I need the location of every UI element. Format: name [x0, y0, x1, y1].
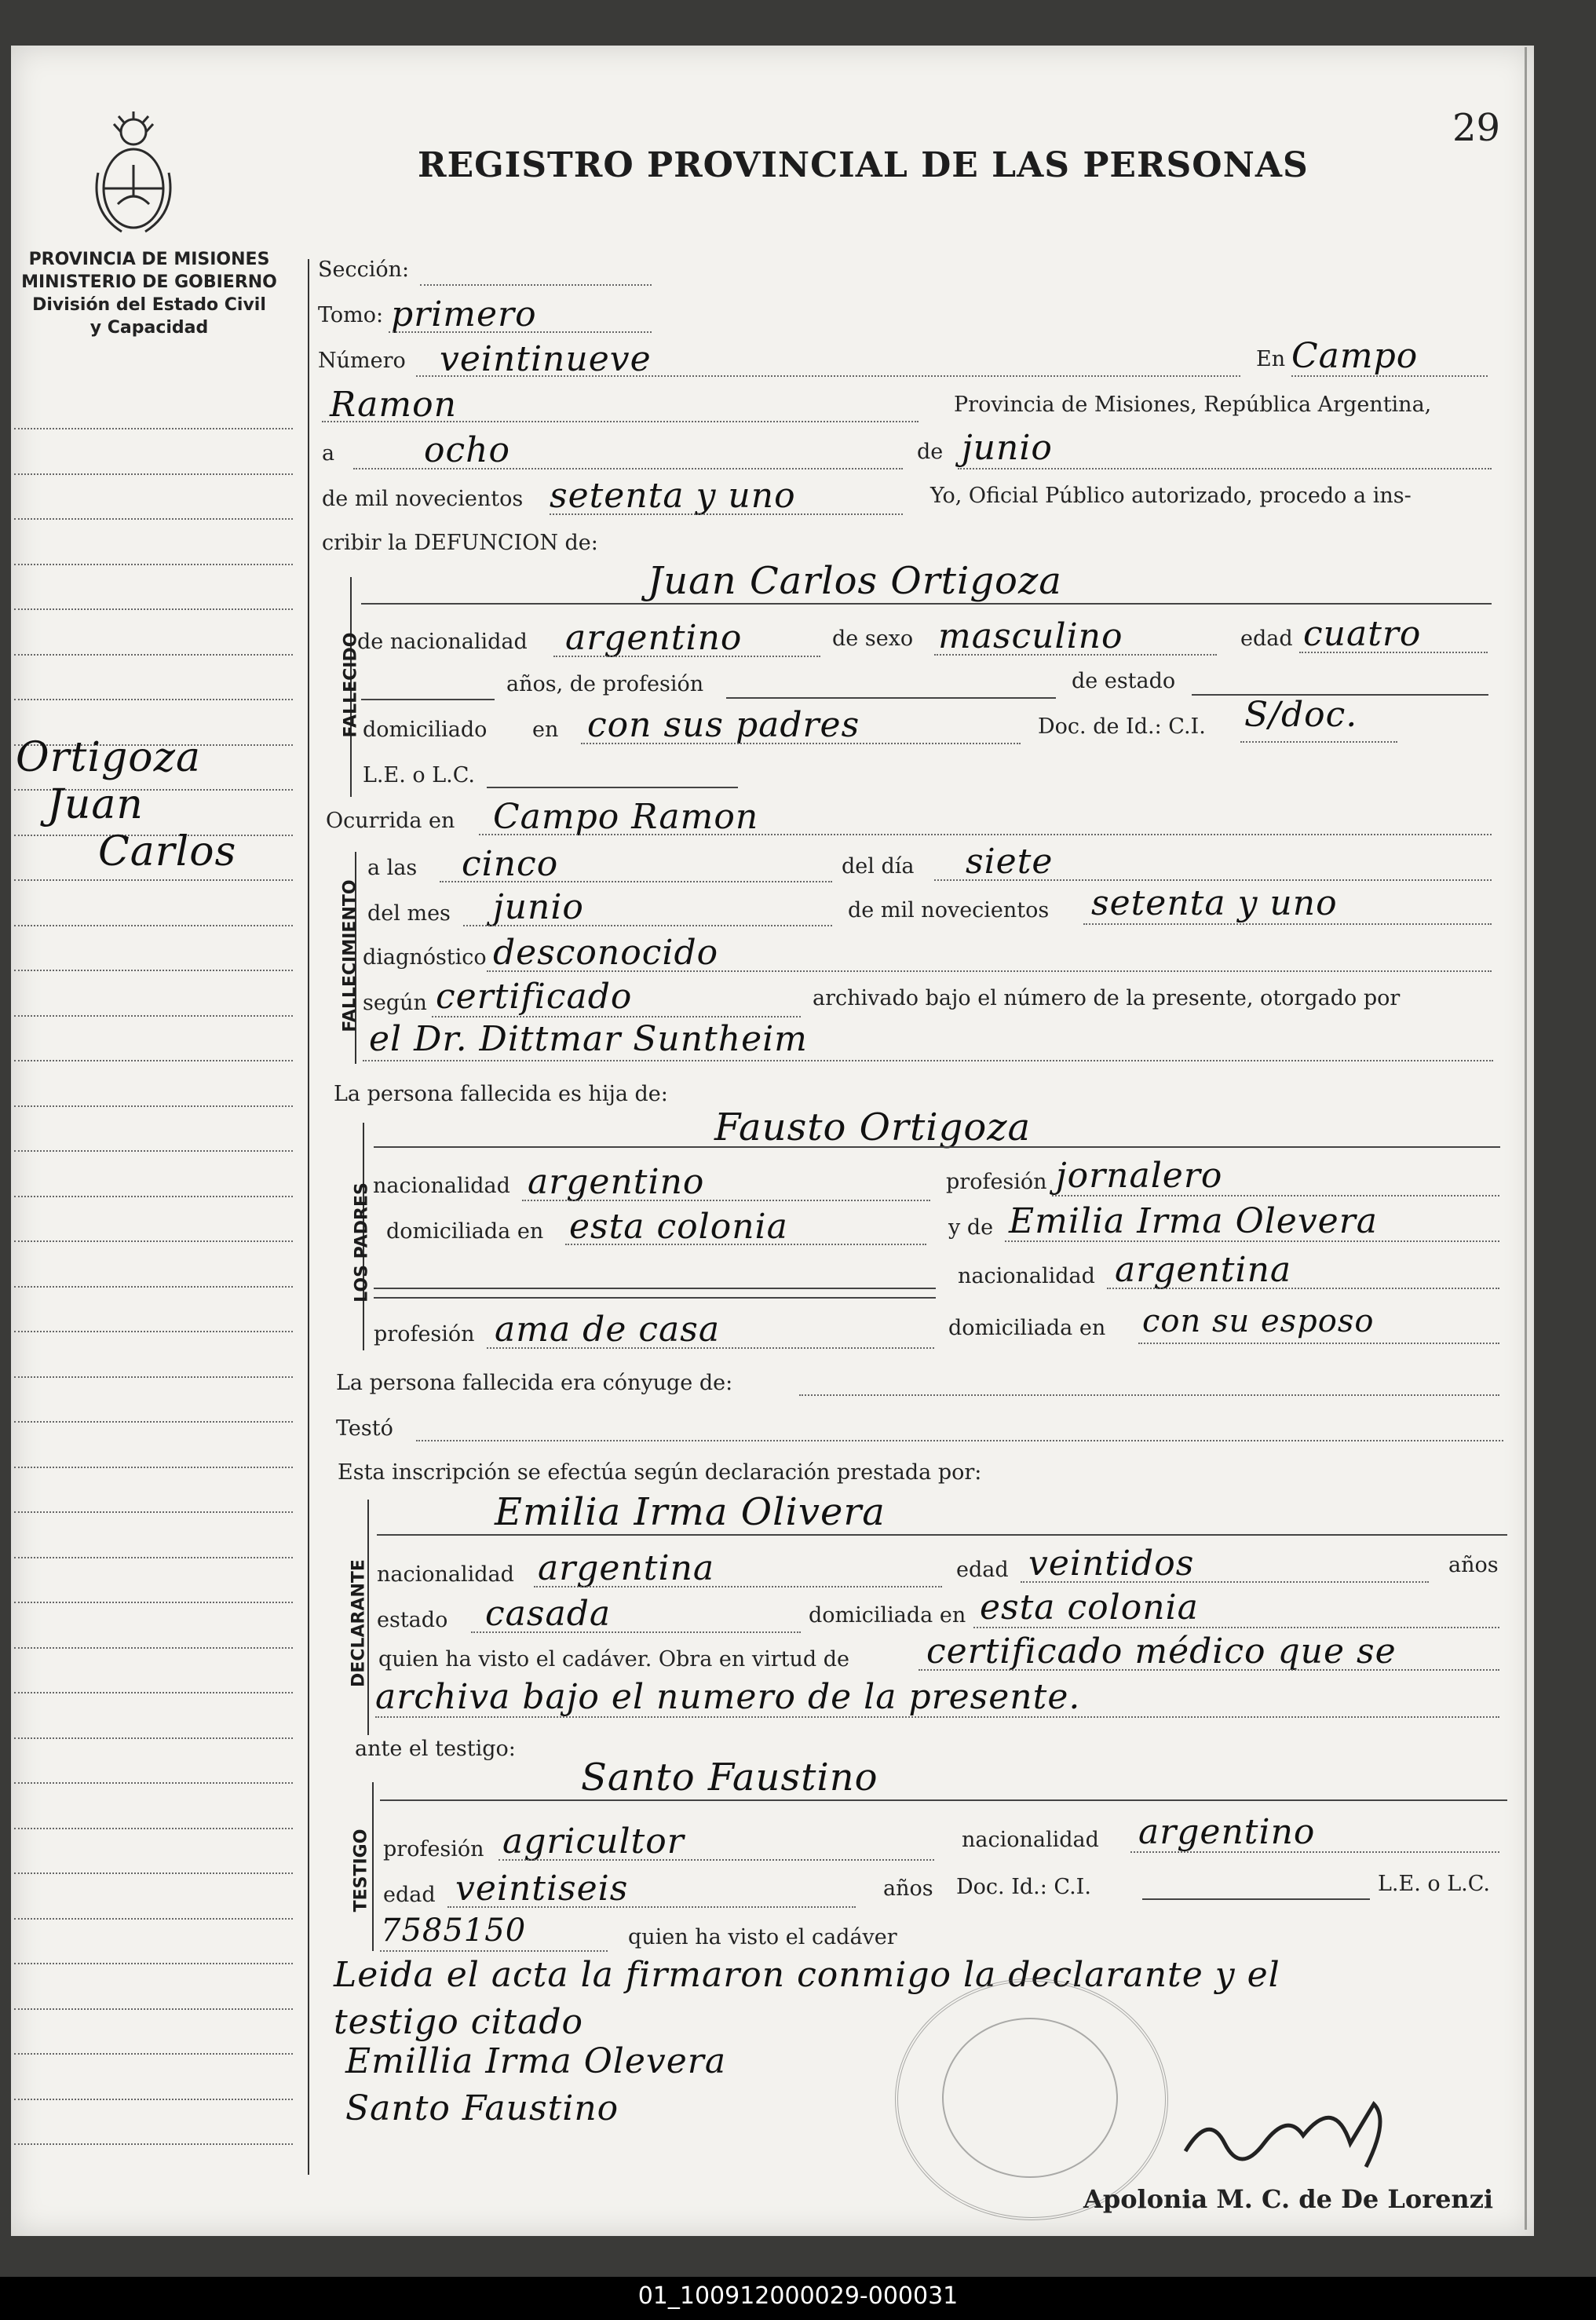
fall-year-value: setenta y uno — [1091, 883, 1338, 923]
mother-nacionalidad-label: nacionalidad — [958, 1264, 1095, 1288]
issuer-line-1: PROVINCIA DE MISIONES — [28, 250, 270, 269]
le-blank — [487, 787, 738, 788]
cribir-text: cribir la DEFUNCION de: — [322, 531, 598, 555]
del-dia-value: siete — [966, 842, 1054, 882]
margin-line — [14, 518, 293, 520]
de-label: de — [917, 440, 944, 464]
margin-line — [14, 925, 293, 926]
form-left-border — [308, 259, 309, 2175]
diag-label: diagnóstico — [363, 945, 487, 970]
declarante-estado: casada — [485, 1594, 612, 1634]
edad-value: cuatro — [1303, 614, 1422, 654]
issuer-block — [12, 250, 287, 338]
mother-profesion: ama de casa — [495, 1310, 721, 1350]
declaracion-intro: Esta inscripción se efectúa según declaración prestada por: — [338, 1460, 982, 1485]
margin-line — [14, 970, 293, 971]
father-profesion: jornalero — [1056, 1156, 1223, 1196]
fallecido-side-label: FALLECIDO — [341, 632, 361, 738]
testigo-profesion: agricultor — [502, 1821, 685, 1861]
a-las-label: a las — [367, 856, 418, 880]
month-value: junio — [962, 428, 1053, 468]
margin-line — [14, 1782, 293, 1784]
del-mes-label: del mes — [367, 901, 451, 926]
declarante-visto-line-2 — [375, 1716, 1499, 1718]
estado-label: de estado — [1072, 669, 1176, 693]
domiciliado-en-label: en — [532, 718, 559, 742]
yo-text: Yo, Oficial Público autorizado, procedo a ins- — [930, 484, 1412, 508]
padres-intro: La persona fallecida es hija de: — [334, 1082, 668, 1106]
fallecido-name-line — [361, 603, 1492, 605]
official-stamp-inner — [942, 2018, 1118, 2178]
fallecimiento-side-label: FALLECIMIENTO — [340, 879, 360, 1032]
numero-line — [416, 375, 1240, 377]
y-de-label: y de — [948, 1215, 994, 1240]
father-domicilio: esta colonia — [569, 1207, 788, 1247]
numero-label: Número — [318, 349, 406, 373]
closing-line-1: Leida el acta la firmaron conmigo la declarante y el — [334, 1955, 1280, 1995]
declarante-domicilio-line — [973, 1627, 1499, 1628]
margin-line — [14, 1015, 293, 1017]
mother-nacionalidad-line — [1107, 1288, 1499, 1289]
margin-line — [14, 1918, 293, 1920]
del-mes-value: junio — [493, 887, 584, 927]
margin-line — [14, 1692, 293, 1693]
declarante-domicilio: esta colonia — [980, 1587, 1199, 1628]
father-profesion-label: profesión — [946, 1170, 1047, 1194]
edad-line — [1299, 652, 1488, 653]
coat-of-arms-icon — [90, 110, 177, 239]
declarante-anos-label: años — [1448, 1553, 1499, 1577]
sexo-value: masculino — [938, 616, 1123, 656]
a-las-line — [440, 881, 832, 882]
margin-note-line-2: Juan — [47, 781, 144, 828]
margin-line — [14, 1331, 293, 1332]
mother-blank-2 — [374, 1297, 936, 1299]
diag-line — [487, 970, 1492, 972]
closing-line-2: testigo citado — [334, 2002, 583, 2042]
mother-domiciliada-label: domiciliada en — [948, 1316, 1106, 1340]
closing-signature-1: Emillia Irma Olevera — [345, 2041, 727, 2081]
declarante-edad: veintidos — [1028, 1544, 1195, 1584]
nacionalidad-label: de nacionalidad — [357, 630, 528, 654]
provincia-text: Provincia de Misiones, República Argentina, — [954, 393, 1432, 417]
margin-line — [14, 1196, 293, 1197]
testigo-nacionalidad: argentino — [1138, 1812, 1316, 1852]
declarante-name: Emilia Irma Olivera — [495, 1490, 886, 1534]
month-line — [958, 468, 1492, 469]
nacionalidad-line — [553, 656, 820, 657]
mother-blank-1 — [374, 1288, 936, 1289]
margin-line — [14, 1105, 293, 1107]
issuer-line-3: División del Estado Civil — [32, 295, 266, 315]
margin-line — [14, 1872, 293, 1874]
place-line — [322, 421, 919, 422]
testigo-profesion-label: profesión — [383, 1837, 484, 1861]
declarante-estado-line — [471, 1631, 801, 1633]
a-las-value: cinco — [462, 844, 559, 884]
margin-line — [14, 1467, 293, 1468]
mother-profesion-label: profesión — [374, 1322, 475, 1346]
day-line — [353, 468, 903, 469]
testigo-bracket — [372, 1782, 374, 1951]
edad-label: edad — [1240, 627, 1293, 651]
domiciliado-label: domiciliado — [363, 718, 488, 742]
declarante-visto-line — [919, 1669, 1499, 1671]
mother-domicilio: con su esposo — [1142, 1303, 1375, 1339]
father-domiciliada-label: domiciliada en — [386, 1219, 544, 1244]
del-dia-line — [934, 879, 1492, 881]
declarante-name-line — [377, 1534, 1507, 1536]
declarante-edad-line — [1021, 1581, 1429, 1583]
margin-line — [14, 1240, 293, 1242]
declarante-edad-label: edad — [956, 1558, 1009, 1582]
mother-nacionalidad: argentina — [1115, 1250, 1292, 1290]
official-signature: Apolonia M. C. de De Lorenzi — [1083, 2184, 1494, 2214]
testigo-anos-label: años — [883, 1876, 933, 1901]
fall-year-line — [1083, 923, 1492, 925]
margin-line — [14, 654, 293, 656]
testigo-doc-blank — [1142, 1898, 1370, 1900]
margin-line — [14, 1647, 293, 1649]
testigo-edad-line — [447, 1906, 856, 1908]
ocurrida-label: Ocurrida en — [326, 809, 455, 833]
issuer-line-4: y Capacidad — [89, 318, 209, 338]
conyuge-line — [799, 1394, 1499, 1396]
testigo-name-line — [380, 1799, 1507, 1801]
father-name: Fausto Ortigoza — [714, 1105, 1032, 1149]
margin-line — [14, 564, 293, 565]
margin-line — [14, 699, 293, 700]
father-profesion-line — [1052, 1195, 1499, 1197]
margin-line — [14, 1060, 293, 1061]
declarante-side-label: DECLARANTE — [349, 1559, 369, 1687]
margin-line — [14, 2053, 293, 2055]
declarante-visto-text: quien ha visto el cadáver. Obra en virtud de — [378, 1647, 850, 1671]
margin-line — [14, 1150, 293, 1152]
seccion-label: Sección: — [318, 258, 410, 282]
doctor-line — [363, 1060, 1493, 1061]
father-nacionalidad: argentino — [528, 1162, 705, 1202]
testo-line — [416, 1440, 1503, 1441]
conyuge-label: La persona fallecida era cónyuge de: — [336, 1371, 733, 1395]
doc-line — [1240, 741, 1397, 743]
declarante-domiciliada-label: domiciliada en — [809, 1603, 966, 1628]
domicilio-value: con sus padres — [587, 705, 860, 745]
numero-value: veintinueve — [440, 339, 652, 379]
father-name-line — [374, 1146, 1500, 1148]
ocurrida-line — [479, 834, 1492, 835]
declarante-nacionalidad-label: nacionalidad — [377, 1562, 514, 1587]
testigo-name: Santo Faustino — [581, 1756, 878, 1799]
margin-line — [14, 1557, 293, 1558]
margin-note-line-3: Carlos — [98, 828, 237, 875]
testigo-nacionalidad-label: nacionalidad — [962, 1828, 1099, 1852]
page-title: REGISTRO PROVINCIAL DE LAS PERSONAS — [418, 145, 1309, 185]
declarante-nacionalidad: argentina — [538, 1548, 715, 1588]
del-dia-label: del día — [842, 854, 915, 879]
father-nacionalidad-label: nacionalidad — [373, 1174, 510, 1198]
testigo-doc-value-line — [380, 1950, 608, 1952]
fallecido-name: Juan Carlos Ortigoza — [648, 559, 1062, 603]
day-value: ocho — [424, 430, 510, 470]
ante-label: ante el testigo: — [355, 1737, 516, 1761]
page-number: 29 — [1452, 106, 1501, 150]
archivado-text: archivado bajo el número de la presente, otorgado por — [813, 986, 1401, 1010]
margin-line — [14, 879, 293, 881]
issuer-line-2: MINISTERIO DE GOBIERNO — [21, 272, 277, 292]
testigo-side-label: TESTIGO — [351, 1829, 371, 1913]
a-label: a — [322, 441, 335, 466]
place-value: Ramon — [330, 385, 457, 425]
declarante-nacionalidad-line — [534, 1586, 942, 1587]
testigo-doc-label: Doc. Id.: C.I. — [956, 1875, 1091, 1899]
seccion-line — [420, 284, 652, 286]
doc-value: S/doc. — [1244, 695, 1358, 735]
mil-label: de mil novecientos — [322, 487, 524, 511]
testigo-doc-value: 7585150 — [381, 1913, 527, 1949]
fall-mil-label: de mil novecientos — [848, 898, 1050, 923]
margin-line — [14, 608, 293, 610]
testigo-edad-label: edad — [383, 1883, 436, 1907]
profesion-blank — [726, 697, 1056, 699]
doctor-value: el Dr. Dittmar Suntheim — [369, 1019, 808, 1059]
le-label: L.E. o L.C. — [363, 763, 476, 787]
sexo-line — [934, 654, 1217, 656]
testigo-nacionalidad-line — [1130, 1851, 1499, 1853]
nacionalidad-value: argentino — [565, 618, 743, 658]
margin-note-line-1: Ortigoza — [16, 734, 202, 781]
year-value: setenta y uno — [550, 476, 796, 516]
mother-name: Emilia Irma Olevera — [1009, 1201, 1378, 1241]
margin-line — [14, 1511, 293, 1513]
domicilio-line — [581, 743, 1021, 744]
margin-line — [14, 2143, 293, 2145]
en-line — [1291, 375, 1488, 377]
tomo-line — [389, 331, 652, 333]
diag-value: desconocido — [493, 933, 719, 973]
margin-line — [14, 1737, 293, 1739]
en-value: Campo — [1291, 336, 1419, 376]
sexo-label: de sexo — [832, 627, 914, 651]
declarante-visto-value-2: archiva bajo el numero de la presente. — [375, 1677, 1081, 1717]
mother-name-line — [1005, 1240, 1499, 1242]
closing-signature-2: Santo Faustino — [345, 2088, 619, 2128]
margin-line — [14, 1421, 293, 1423]
margin-line — [14, 1963, 293, 1964]
tomo-value: primero — [391, 294, 537, 334]
margin-line — [14, 1828, 293, 1829]
segun-line — [432, 1016, 801, 1018]
testo-label: Testó — [336, 1416, 393, 1441]
tomo-label: Tomo: — [318, 303, 384, 327]
testigo-le-label: L.E. o L.C. — [1378, 1872, 1491, 1896]
testigo-profesion-line — [499, 1859, 934, 1861]
padres-side-label: LOS PADRES — [352, 1182, 372, 1302]
father-domicilio-line — [565, 1244, 926, 1245]
margin-line — [14, 473, 293, 475]
margin-line — [14, 1376, 293, 1378]
testigo-visto-text: quien ha visto el cadáver — [628, 1925, 897, 1949]
margin-line — [14, 1602, 293, 1603]
declarante-estado-label: estado — [377, 1608, 448, 1632]
testigo-edad: veintiseis — [455, 1869, 629, 1909]
anos-blank — [361, 699, 495, 700]
mother-domicilio-line — [1138, 1343, 1499, 1344]
margin-line — [14, 428, 293, 429]
del-mes-line — [463, 925, 832, 926]
form-right-border — [1525, 47, 1527, 2230]
mother-profesion-line — [487, 1347, 934, 1349]
father-nacionalidad-line — [522, 1200, 930, 1201]
segun-value: certificado — [436, 977, 633, 1017]
margin-line — [14, 2008, 293, 2010]
ocurrida-value: Campo Ramon — [493, 797, 759, 837]
year-line — [550, 513, 903, 515]
en-label: En — [1256, 347, 1286, 371]
segun-label: según — [363, 991, 427, 1015]
declarante-visto-value: certificado médico que se — [926, 1631, 1397, 1671]
doc-label: Doc. de Id.: C.I. — [1038, 714, 1206, 739]
footer-label: 01_100912000029-000031 — [637, 2282, 959, 2310]
official-signature-mark — [1178, 2088, 1413, 2175]
margin-line — [14, 1286, 293, 1288]
margin-line — [14, 2099, 293, 2100]
anos-label: años, de profesión — [506, 672, 704, 696]
